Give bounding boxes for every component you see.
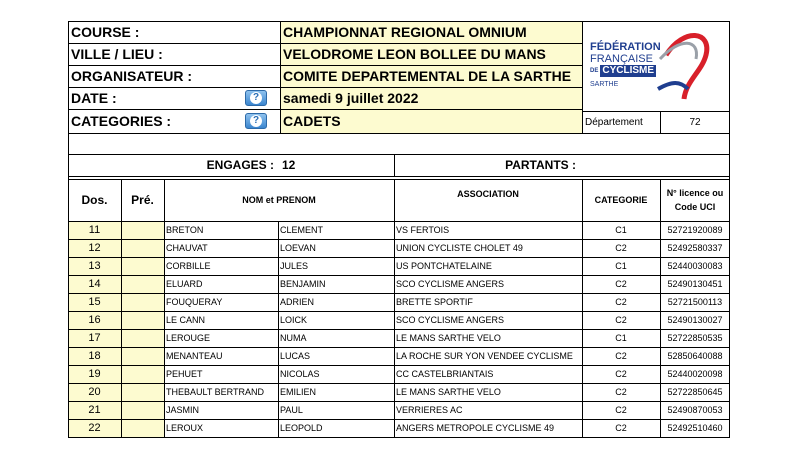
- engages-label: ENGAGES :: [206, 158, 274, 172]
- nom-cell: FOUQUERAY: [166, 297, 223, 307]
- grid-line: [68, 401, 730, 402]
- pre-cell: [121, 275, 164, 293]
- prenom-cell: PAUL: [280, 405, 303, 415]
- licence-cell: 52490870053: [667, 405, 723, 415]
- grid-line: [394, 179, 395, 437]
- engages-value: 12: [282, 158, 296, 172]
- association-cell: LE MANS SARTHE VELO: [396, 387, 501, 397]
- licence-cell: 52492580337: [667, 243, 723, 253]
- ffc-logo: [588, 25, 722, 107]
- partants-label: PARTANTS :: [505, 158, 576, 172]
- dossard-cell: 22: [68, 419, 121, 437]
- departement-label: Département: [585, 116, 643, 128]
- grid-line: [660, 111, 661, 133]
- association-cell: LA ROCHE SUR YON VENDEE CYCLISME: [396, 351, 573, 361]
- licence-cell: 52721500113: [667, 297, 723, 307]
- prenom-cell: LOICK: [280, 315, 308, 325]
- grid-line: [68, 87, 582, 88]
- date-value: samedi 9 juillet 2022: [280, 87, 582, 109]
- prenom-cell: LUCAS: [280, 351, 311, 361]
- date-help-icon[interactable]: ?: [245, 90, 267, 106]
- lieu-value: VELODROME LEON BOLLEE DU MANS: [280, 43, 582, 65]
- licence-cell: 52722850535: [667, 333, 723, 343]
- logo-line2: FRANÇAISE: [590, 53, 653, 65]
- grid-line: [68, 43, 582, 44]
- categorie-cell: C2: [615, 279, 627, 289]
- grid-line: [582, 179, 583, 437]
- grid-line: [68, 329, 730, 330]
- categories-label: CATEGORIES :: [71, 113, 172, 129]
- prenom-cell: ADRIEN: [280, 297, 315, 307]
- dossard-cell: 15: [68, 293, 121, 311]
- prenom-cell: LOEVAN: [280, 243, 316, 253]
- dossard-cell: 20: [68, 383, 121, 401]
- grid-line: [394, 154, 395, 176]
- grid-line: [68, 383, 730, 384]
- licence-cell: 52721920089: [667, 225, 723, 235]
- nom-cell: LEROUX: [166, 423, 204, 433]
- nom-cell: THEBAULT BERTRAND: [166, 387, 265, 397]
- nom-cell: ELUARD: [166, 279, 203, 289]
- pre-cell: [121, 329, 164, 347]
- categories-value: CADETS: [280, 109, 582, 133]
- dossard-cell: 12: [68, 239, 121, 257]
- prenom-cell: NICOLAS: [280, 369, 320, 379]
- categorie-cell: C2: [615, 243, 627, 253]
- grid-line: [68, 311, 730, 312]
- grid-line: [582, 111, 730, 112]
- pre-cell: [121, 347, 164, 365]
- col-dos: Dos.: [81, 192, 108, 207]
- prenom-cell: NUMA: [280, 333, 307, 343]
- grid-line: [68, 347, 730, 348]
- categorie-cell: C1: [615, 261, 627, 271]
- dossard-cell: 18: [68, 347, 121, 365]
- categorie-cell: C2: [615, 351, 627, 361]
- association-cell: SCO CYCLISME ANGERS: [396, 315, 505, 325]
- pre-cell: [121, 419, 164, 437]
- col-nom: NOM et PRENOM: [242, 194, 316, 205]
- grid-line: [68, 176, 730, 177]
- pre-cell: [121, 293, 164, 311]
- categories-help-icon[interactable]: ?: [245, 113, 267, 129]
- grid-line: [68, 65, 582, 66]
- grid-line: [164, 179, 165, 437]
- categorie-cell: C1: [615, 225, 627, 235]
- prenom-cell: JULES: [280, 261, 309, 271]
- grid-line: [68, 437, 730, 438]
- association-cell: BRETTE SPORTIF: [396, 297, 473, 307]
- organisateur-label: ORGANISATEUR :: [71, 68, 193, 84]
- logo-region: SARTHE: [590, 81, 619, 88]
- departement-value: 72: [689, 116, 701, 128]
- association-cell: CC CASTELBRIANTAIS: [396, 369, 494, 379]
- grid-line: [68, 133, 730, 134]
- dossard-cell: 21: [68, 401, 121, 419]
- course-value: CHAMPIONNAT REGIONAL OMNIUM: [280, 21, 582, 43]
- date-label: DATE :: [71, 90, 117, 106]
- categorie-cell: C2: [615, 369, 627, 379]
- dossard-cell: 17: [68, 329, 121, 347]
- pre-cell: [121, 365, 164, 383]
- licence-cell: 52490130027: [667, 315, 723, 325]
- grid-line: [280, 21, 281, 133]
- col-licence: N° licence ou Code UCI: [666, 187, 724, 212]
- organisateur-value: COMITE DEPARTEMENTAL DE LA SARTHE: [280, 65, 582, 87]
- nom-cell: CORBILLE: [166, 261, 211, 271]
- grid-line: [68, 257, 730, 258]
- dossard-cell: 19: [68, 365, 121, 383]
- logo-line3-small: DE: [590, 68, 599, 74]
- dossard-cell: 11: [68, 221, 121, 239]
- col-categorie: CATEGORIE: [594, 194, 648, 205]
- grid-line: [68, 419, 730, 420]
- pre-cell: [121, 239, 164, 257]
- prenom-cell: EMILIEN: [280, 387, 317, 397]
- categorie-cell: C2: [615, 423, 627, 433]
- pre-cell: [121, 401, 164, 419]
- association-cell: SCO CYCLISME ANGERS: [396, 279, 505, 289]
- grid-line: [68, 109, 582, 110]
- prenom-cell: CLEMENT: [280, 225, 324, 235]
- licence-cell: 52440030083: [667, 261, 723, 271]
- dossard-cell: 16: [68, 311, 121, 329]
- grid-line: [68, 21, 730, 22]
- prenom-cell: BENJAMIN: [280, 279, 326, 289]
- dossard-cell: 13: [68, 257, 121, 275]
- grid-line: [729, 21, 730, 437]
- association-cell: VS FERTOIS: [396, 225, 450, 235]
- nom-cell: MENANTEAU: [166, 351, 223, 361]
- grid-line: [68, 154, 730, 155]
- categorie-cell: C2: [615, 315, 627, 325]
- nom-cell: CHAUVAT: [166, 243, 208, 253]
- categorie-cell: C2: [615, 387, 627, 397]
- col-pre: Pré.: [131, 192, 154, 207]
- grid-line: [68, 365, 730, 366]
- categorie-cell: C2: [615, 405, 627, 415]
- association-cell: US PONTCHATELAINE: [396, 261, 492, 271]
- nom-cell: JASMIN: [166, 405, 200, 415]
- nom-cell: LE CANN: [166, 315, 206, 325]
- licence-cell: 52490130451: [667, 279, 723, 289]
- lieu-label: VILLE / LIEU :: [71, 46, 163, 62]
- logo-line3: CYCLISME: [602, 65, 655, 76]
- dossard-cell: 14: [68, 275, 121, 293]
- grid-line: [121, 179, 122, 437]
- course-label: COURSE :: [71, 24, 140, 40]
- col-association: ASSOCIATION: [457, 189, 519, 199]
- categorie-cell: C1: [615, 333, 627, 343]
- grid-line: [68, 221, 730, 222]
- pre-cell: [121, 311, 164, 329]
- nom-cell: BRETON: [166, 225, 204, 235]
- association-cell: VERRIERES AC: [396, 405, 463, 415]
- association-cell: ANGERS METROPOLE CYCLISME 49: [396, 423, 555, 433]
- grid-line: [68, 179, 730, 180]
- grid-line: [68, 293, 730, 294]
- association-cell: LE MANS SARTHE VELO: [396, 333, 501, 343]
- licence-cell: 52440020098: [667, 369, 723, 379]
- logo-line1: FÉDÉRATION: [590, 41, 661, 53]
- grid-line: [582, 21, 583, 133]
- pre-cell: [121, 221, 164, 239]
- grid-line: [68, 239, 730, 240]
- pre-cell: [121, 383, 164, 401]
- association-cell: UNION CYCLISTE CHOLET 49: [396, 243, 523, 253]
- grid-line: [660, 179, 661, 437]
- categorie-cell: C2: [615, 297, 627, 307]
- nom-cell: LEROUGE: [166, 333, 211, 343]
- prenom-cell: LEOPOLD: [280, 423, 323, 433]
- licence-cell: 52492510460: [667, 423, 723, 433]
- pre-cell: [121, 257, 164, 275]
- licence-cell: 52722850645: [667, 387, 723, 397]
- grid-line: [68, 21, 69, 437]
- grid-line: [68, 275, 730, 276]
- licence-cell: 52850640088: [667, 351, 723, 361]
- nom-cell: PEHUET: [166, 369, 203, 379]
